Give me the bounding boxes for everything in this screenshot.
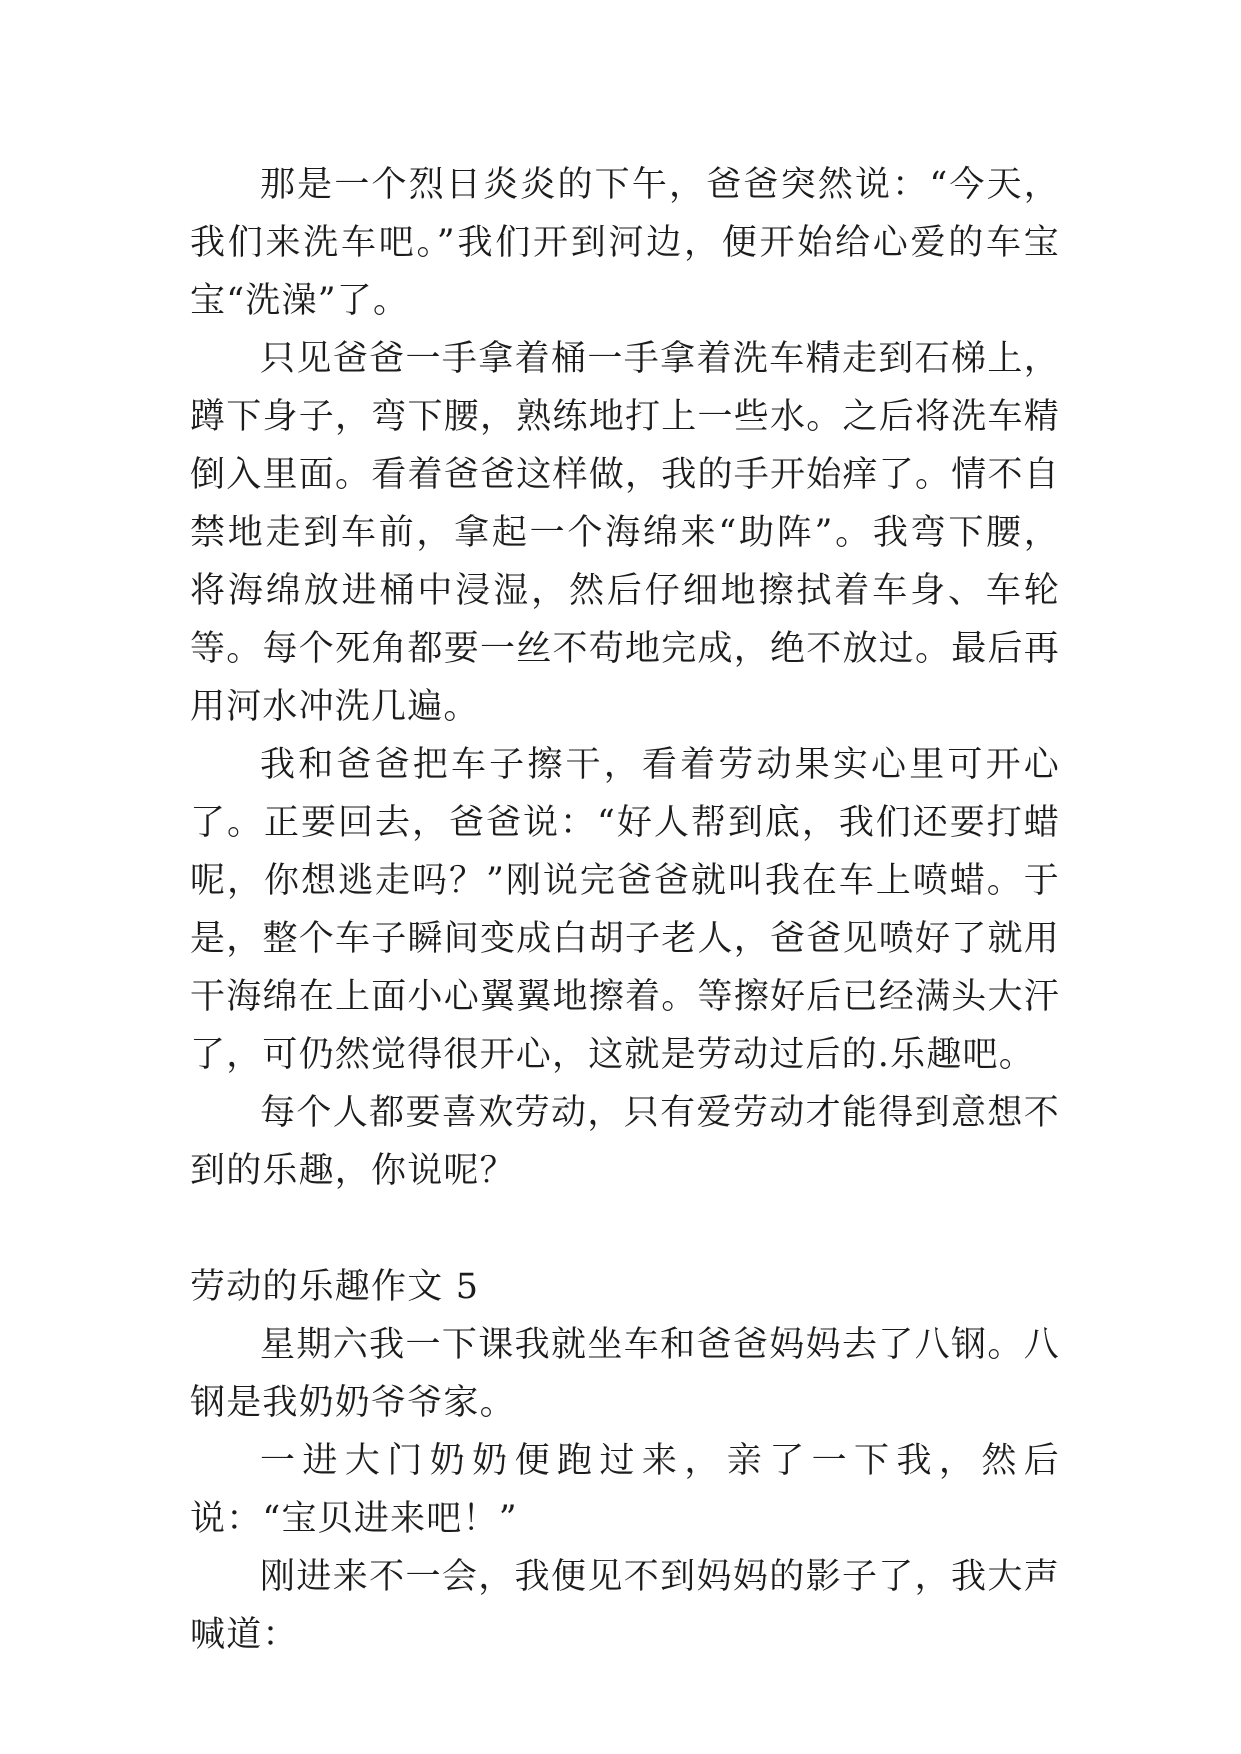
document-page: [190, 156, 1060, 1664]
section-spacer: [190, 1200, 1060, 1258]
paragraph: 那是一个烈日炎炎的下午，爸爸突然说：“今天，我们来洗车吧。”我们开到河边，便开始给心爱的车宝宝“洗澡”了。: [190, 165, 1060, 321]
paragraph: 刚进来不一会，我便见不到妈妈的影子了，我大声喊道：: [190, 1557, 1060, 1655]
paragraph: 星期六我一下课我就坐车和爸爸妈妈去了八钢。八钢是我奶奶爷爷家。: [190, 1325, 1060, 1423]
paragraph: 只见爸爸一手拿着桶一手拿着洗车精走到石梯上，蹲下身子，弯下腰，熟练地打上一些水。之后将洗车精倒入里面。看着爸爸这样做，我的手开始痒了。情不自禁地走到车前，拿起一个海绵来“助阵”。我弯下腰，将海绵放进桶中浸湿，然后仔细地擦拭着车身、车轮等。每个死角都要一丝不苟地完成，绝不放过。最后再用河水冲洗几遍。: [190, 339, 1060, 727]
paragraph: 一进大门奶奶便跑过来，亲了一下我，然后说：“宝贝进来吧！”: [190, 1441, 1060, 1539]
section-title: 劳动的乐趣作文 5: [190, 1267, 480, 1307]
paragraph: 每个人都要喜欢劳动，只有爱劳动才能得到意想不到的乐趣，你说呢？: [190, 1093, 1060, 1191]
paragraph: 我和爸爸把车子擦干，看着劳动果实心里可开心了。正要回去，爸爸说：“好人帮到底，我们还要打蜡呢，你想逃走吗？”刚说完爸爸就叫我在车上喷蜡。于是，整个车子瞬间变成白胡子老人，爸爸见喷好了就用干海绵在上面小心翼翼地擦着。等擦好后已经满头大汗了，可仍然觉得很开心，这就是劳动过后的.乐趣吧。: [190, 745, 1060, 1075]
